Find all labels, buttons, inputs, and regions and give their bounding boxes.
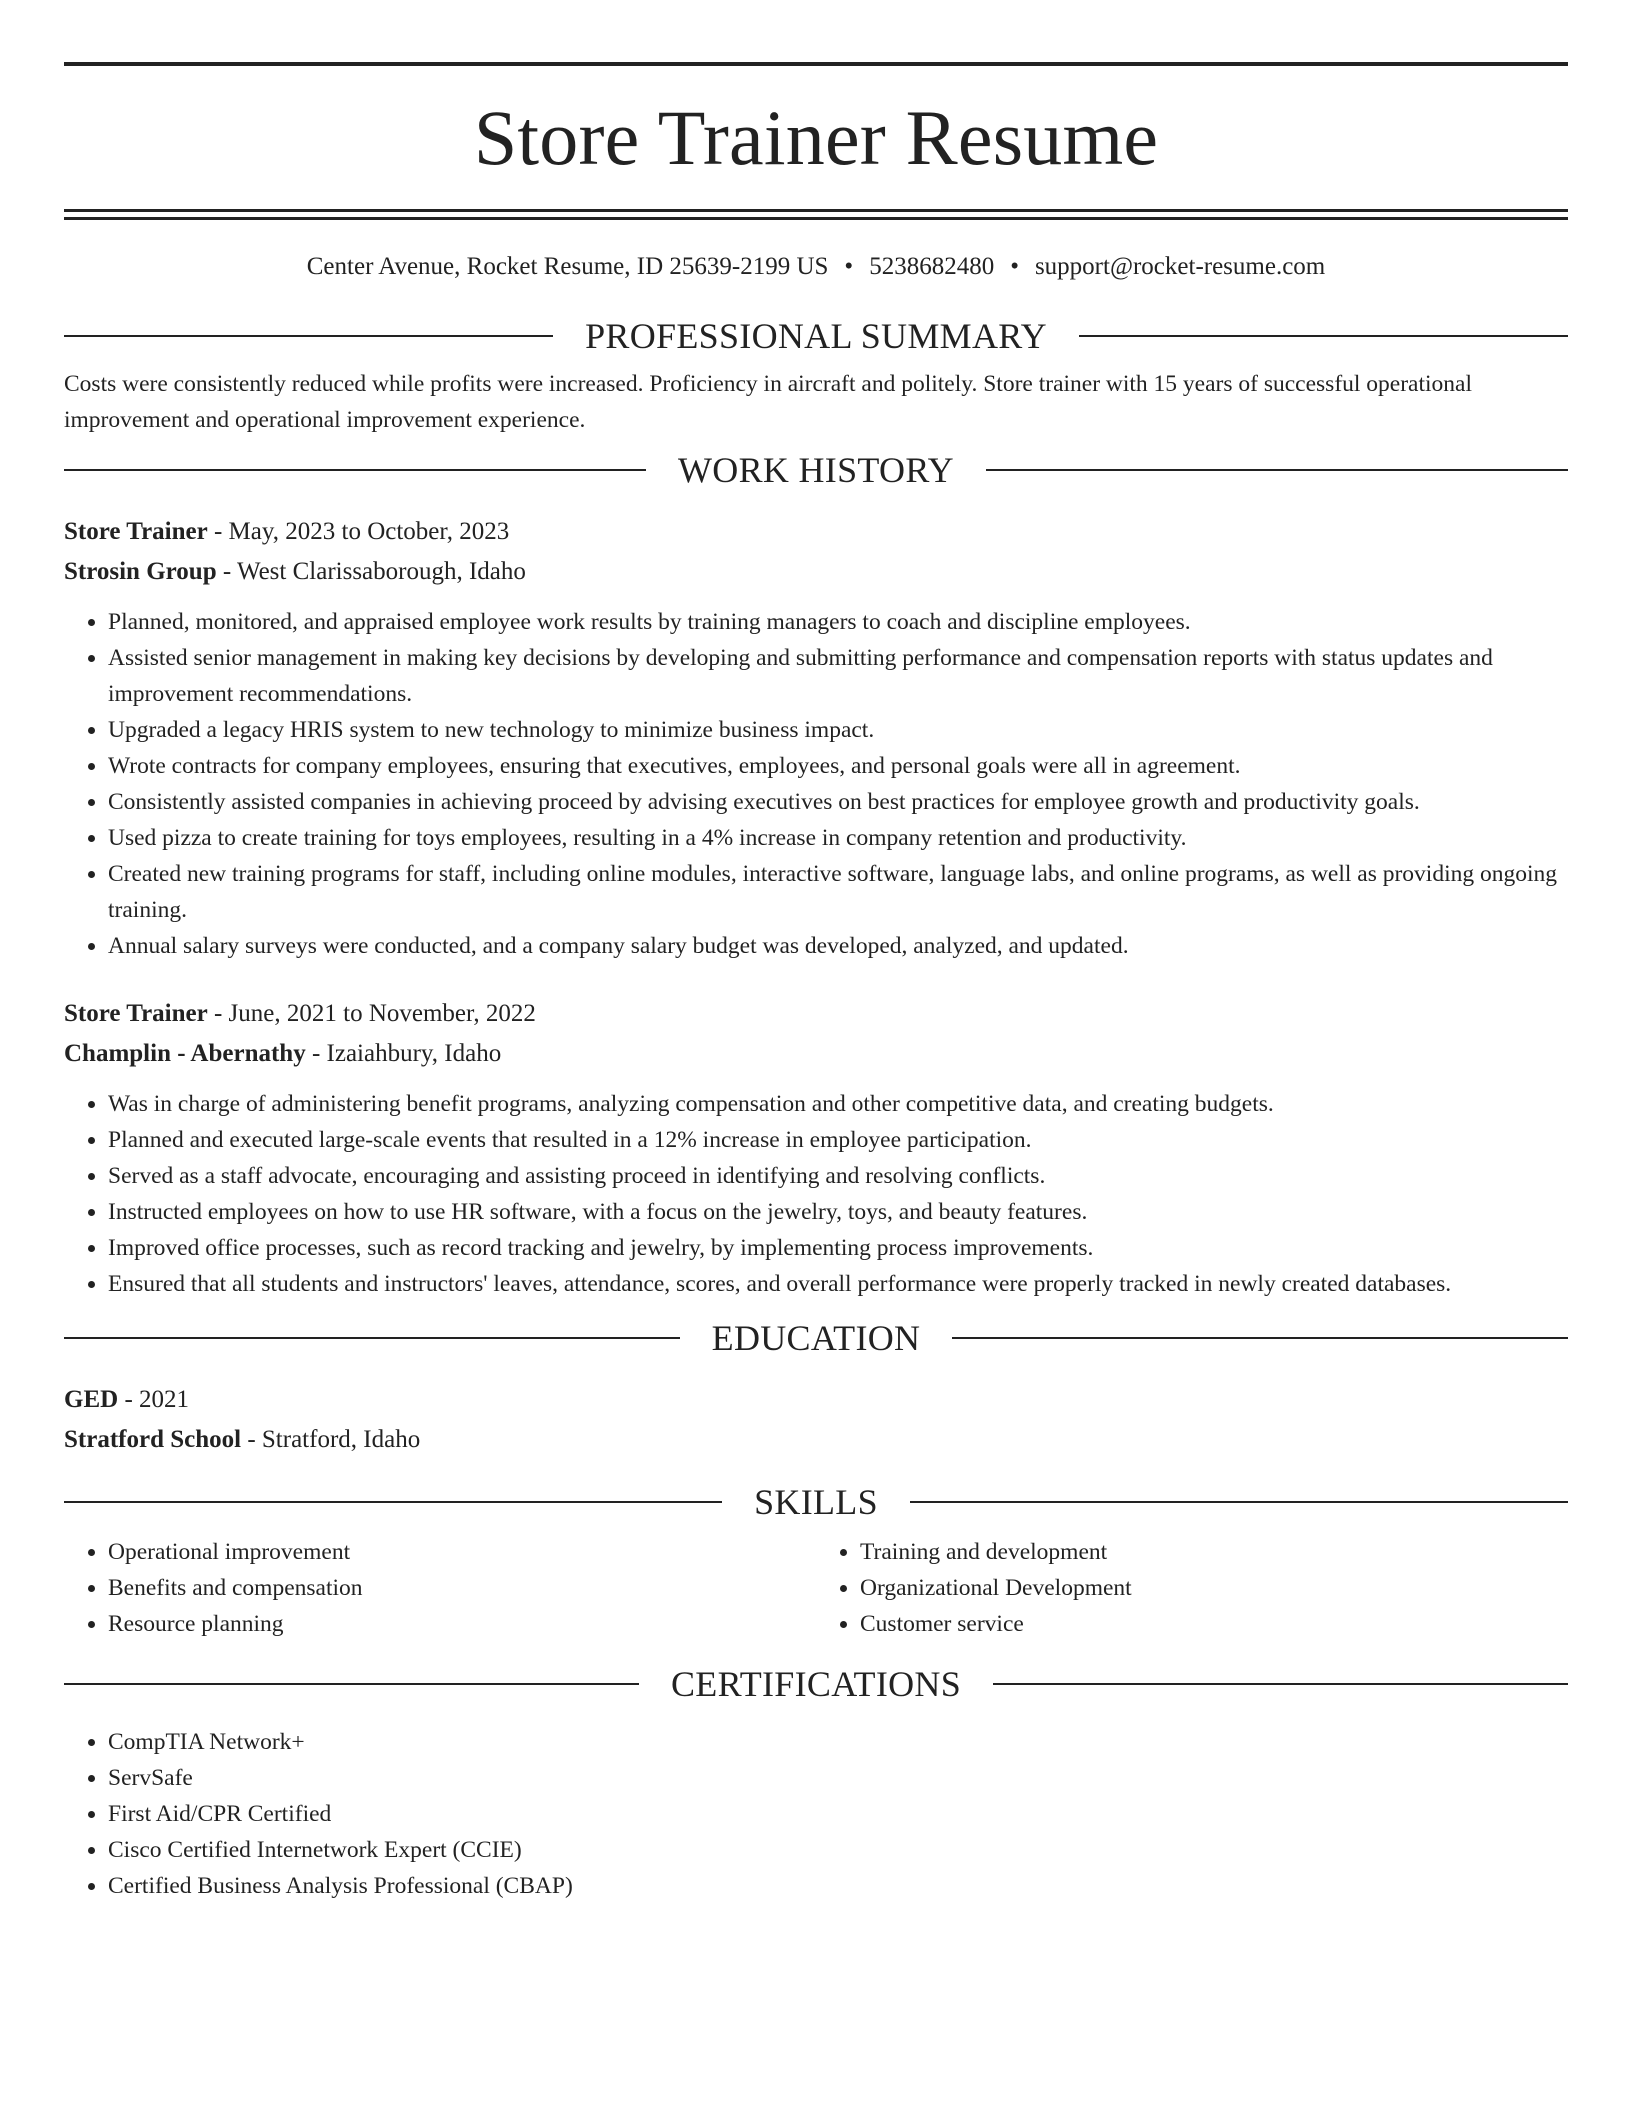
list-item: • Assisted senior management in making key decisions by developing and submitting performance and compensation reports with status updates and improvement recommendations. <box>108 640 1568 712</box>
job-title-line <box>64 994 1568 1034</box>
section-heading-label: PROFESSIONAL SUMMARY <box>585 316 1047 356</box>
list-item: • Organizational Development <box>860 1570 1568 1606</box>
education-degree: GED <box>64 1386 119 1413</box>
section-heading-education <box>64 1318 1568 1358</box>
education-entry <box>64 1380 1568 1460</box>
list-item: • Planned and executed large-scale events that resulted in a 12% increase in employee participation. <box>108 1122 1568 1158</box>
job-dates: - June, 2021 to November, 2022 <box>207 1000 536 1027</box>
list-item: • Benefits and compensation <box>108 1570 816 1606</box>
job-title: Store Trainer <box>64 1000 208 1027</box>
list-item: • Served as a staff advocate, encouraging and assisting proceed in identifying and resolving conflicts. <box>108 1158 1568 1194</box>
list-item: • Resource planning <box>108 1606 816 1642</box>
section-heading-label: EDUCATION <box>711 1318 921 1358</box>
section-heading-label: CERTIFICATIONS <box>670 1664 962 1704</box>
education-location: - Stratford, Idaho <box>241 1426 421 1453</box>
list-item: • Instructed employees on how to use HR software, with a focus on the jewelry, toys, and beauty features. <box>108 1194 1568 1230</box>
section-heading-certifications <box>64 1664 1568 1704</box>
top-rule <box>64 62 1568 66</box>
job-location: - West Clarissaborough, Idaho <box>216 558 526 585</box>
list-item: • Customer service <box>860 1606 1568 1642</box>
job-entry <box>64 512 1568 964</box>
list-item: • Improved office processes, such as record tracking and jewelry, by implementing process improvements. <box>108 1230 1568 1266</box>
job-title-line <box>64 512 1568 552</box>
job-location: - Izaiahbury, Idaho <box>305 1040 502 1067</box>
list-item: • Training and development <box>860 1534 1568 1570</box>
section-heading-work-history <box>64 450 1568 490</box>
title-double-rule <box>64 209 1568 220</box>
education-degree-line <box>64 1380 1568 1420</box>
list-item: • Certified Business Analysis Professional (CBAP) <box>108 1868 1568 1904</box>
skills-column-left <box>64 1534 816 1642</box>
list-item: • Cisco Certified Internetwork Expert (CCIE) <box>108 1832 1568 1868</box>
section-heading-label: SKILLS <box>754 1482 878 1522</box>
contact-separator: • <box>1010 253 1019 280</box>
certifications-list <box>64 1724 1568 1904</box>
summary-text: Costs were consistently reduced while profits were increased. Proficiency in aircraft and politely. Store trainer with 15 years of successful operational improvement and operational improvement experience. <box>64 371 1473 433</box>
list-item: • Created new training programs for staff, including online modules, interactive software, language labs, and online programs, as well as providing ongoing training. <box>108 856 1568 928</box>
list-item: • Consistently assisted companies in achieving proceed by advising executives on best practices for employee growth and productivity goals. <box>108 784 1568 820</box>
list-item: • Operational improvement <box>108 1534 816 1570</box>
list-item: • Ensured that all students and instructors' leaves, attendance, scores, and overall performance were properly tracked in newly created databases. <box>108 1266 1568 1302</box>
education-school-line <box>64 1420 1568 1460</box>
list-item: • ServSafe <box>108 1760 1568 1796</box>
contact-email: support@rocket-resume.com <box>1034 253 1326 280</box>
job-entry <box>64 994 1568 1302</box>
education-year: - 2021 <box>118 1386 190 1413</box>
contact-phone: 5238682480 <box>869 253 995 280</box>
list-item: • CompTIA Network+ <box>108 1724 1568 1760</box>
list-item: • Wrote contracts for company employees, ensuring that executives, employees, and personal goals were all in agreement. <box>108 748 1568 784</box>
section-heading-summary <box>64 316 1568 356</box>
list-item: • Used pizza to create training for toys employees, resulting in a 4% increase in company retention and productivity. <box>108 820 1568 856</box>
job-company: Champlin - Abernathy <box>64 1040 306 1067</box>
job-company-line <box>64 552 1568 592</box>
list-item: • Was in charge of administering benefit programs, analyzing compensation and other competitive data, and creating budgets. <box>108 1086 1568 1122</box>
list-item: • First Aid/CPR Certified <box>108 1796 1568 1832</box>
list-item: • Annual salary surveys were conducted, and a company salary budget was developed, analyzed, and updated. <box>108 928 1568 964</box>
job-bullets <box>64 1086 1568 1302</box>
list-item: • Planned, monitored, and appraised employee work results by training managers to coach and discipline employees. <box>108 604 1568 640</box>
resume-title: Store Trainer Resume <box>473 94 1159 181</box>
skills-list <box>64 1534 1568 1642</box>
contact-address: Center Avenue, Rocket Resume, ID 25639-2199 US <box>306 253 829 280</box>
skills-column-right <box>816 1534 1568 1642</box>
education-school: Stratford School <box>64 1426 242 1453</box>
contact-line <box>64 254 1568 279</box>
section-heading-label: WORK HISTORY <box>678 450 954 490</box>
contact-separator: • <box>844 253 854 280</box>
job-company-line <box>64 1034 1568 1074</box>
list-item: • Upgraded a legacy HRIS system to new technology to minimize business impact. <box>108 712 1568 748</box>
job-dates: - May, 2023 to October, 2023 <box>207 518 510 545</box>
job-title: Store Trainer <box>64 518 208 545</box>
job-bullets <box>64 604 1568 964</box>
section-heading-skills <box>64 1482 1568 1522</box>
job-company: Strosin Group <box>64 558 217 585</box>
